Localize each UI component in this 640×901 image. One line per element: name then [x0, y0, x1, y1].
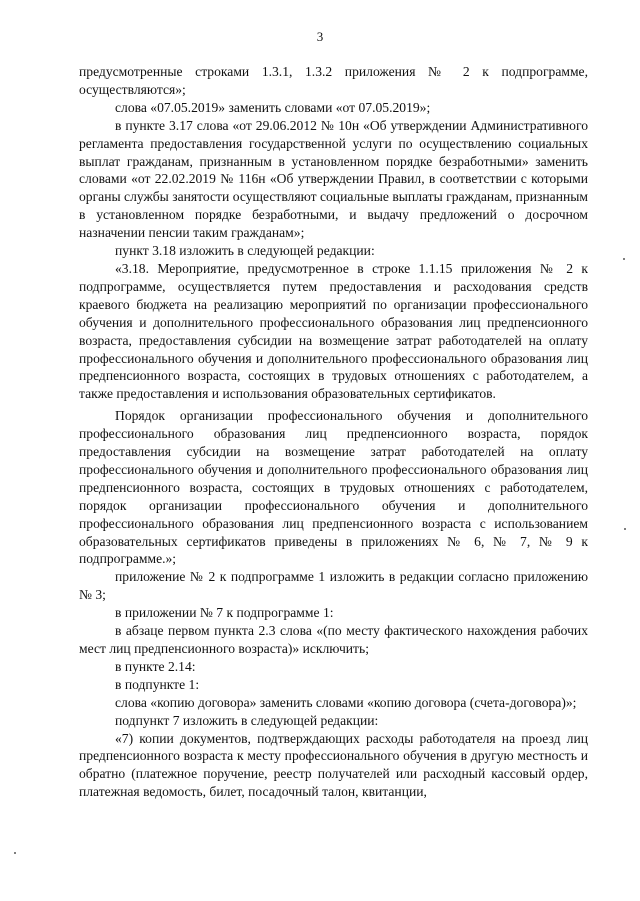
paragraph-8: в приложении № 7 к подпрограмме 1:: [115, 605, 334, 621]
paragraph-6: Порядок организации профессионального обучения и дополнительного профессионального образования лиц предпенсионного возраста, порядок предоставления субсидии на возмещение затрат работодателей на оплату профессионального обучения и дополнительного профессионального образования лиц предпенсионного возраста, состоящих в трудовых отношениях с работодателем, порядок организации профессионального обучения и дополнительного профессионального образования лиц предпенсионного возраста с использованием образовательных сертификатов приведены в приложениях № 6, № 7, № 9 к подпрограмме.»;: [79, 408, 588, 567]
paragraph-2: слова «07.05.2019» заменить словами «от 07.05.2019»;: [115, 99, 431, 115]
paragraph-9: в абзаце первом пункта 2.3 слова «(по месту фактического нахождения рабочих мест лиц предпенсионного возраста)» исключить;: [79, 623, 588, 656]
scan-speck: [624, 528, 626, 530]
paragraph-1: предусмотренные строками 1.3.1, 1.3.2 приложения № 2 к подпрограмме, осуществляются»;: [79, 64, 588, 97]
paragraph-14: «7) копии документов, подтверждающих расходы работодателя на проезд лиц предпенсионного возраста к месту профессионального обучения в другую местность и обратно (платежное поручение, реестр получателей или расходный кассовый ордер, платежная ведомость, билет, посадочный талон, квитанции,: [79, 730, 588, 800]
paragraph-7: приложение № 2 к подпрограмме 1 изложить в редакции согласно приложению № 3;: [79, 569, 588, 603]
scan-speck: [623, 258, 625, 260]
paragraph-4: пункт 3.18 изложить в следующей редакции:: [115, 243, 375, 259]
paragraph-10: в пункте 2.14:: [115, 658, 196, 674]
paragraph-13: подпункт 7 изложить в следующей редакции:: [115, 712, 379, 728]
paragraph-5: «3.18. Мероприятие, предусмотренное в строке 1.1.15 приложения № 2 к подпрограмме, осуществляется путем предоставления и расходования средств краевого бюджета на реализацию мероприятий по организации профессионального обучения и дополнительного профессионального образования лиц предпенсионного возраста, предоставления субсидии на возмещение затрат работодателей на оплату профессионального обучения и дополнительного профессионального образования лиц предпенсионного возраста, состоящих в трудовых отношениях с работодателем, а также предоставления и использования образовательных сертификатов.: [79, 260, 588, 402]
scan-speck: [14, 852, 16, 854]
paragraph-3: в пункте 3.17 слова «от 29.06.2012 № 10н «Об утверждении Административного регламента предоставления государственной услуги по осуществлению социальных выплат гражданам, признанным в установленном порядке безработными» заменить словами «от 22.02.2019 № 116н «Об утверждении Правил, в соответствии с которыми органы службы занятости осуществляют социальные выплаты гражданам, признанным в установленном порядке безработными, и выдачу предложений о досрочном назначении пенсии таким гражданам»;: [79, 117, 588, 241]
document-body: [79, 63, 588, 801]
page-number: 3: [316, 29, 324, 44]
paragraph-11: в подпункте 1:: [115, 676, 200, 692]
paragraph-12: слова «копию договора» заменить словами «копию договора (счета-договора)»;: [115, 694, 577, 710]
